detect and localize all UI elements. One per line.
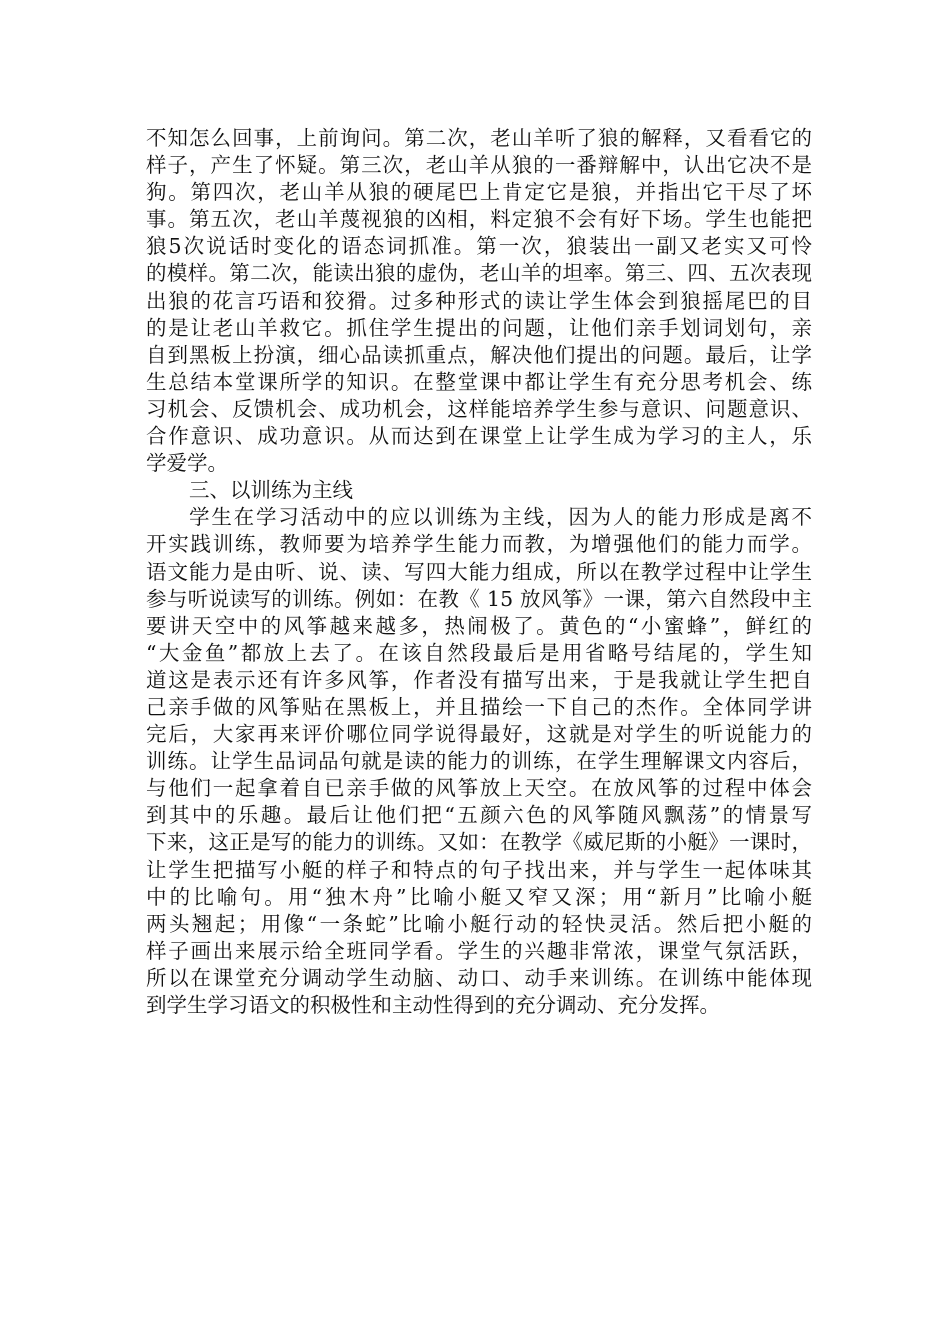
- text-line: 中的比喻句。用“独木舟”比喻小艇又窄又深；用“新月”比喻小艇: [146, 884, 812, 909]
- text-line: 学爱学。: [146, 451, 228, 476]
- text-line: 要讲天空中的风筝越来越多，热闹极了。黄色的“小蜜蜂”，鲜红的: [146, 613, 812, 638]
- text-line: 道这是表示还有许多风筝，作者没有描写出来，于是我就让学生把自: [146, 667, 812, 692]
- text-line: 习机会、反馈机会、成功机会，这样能培养学生参与意识、问题意识、: [146, 396, 812, 421]
- text-line: 到学生学习语文的积极性和主动性得到的充分调动、充分发挥。: [146, 993, 720, 1017]
- text-line: 的是让老山羊救它。抓住学生提出的问题，让他们亲手划词划句，亲: [146, 315, 812, 340]
- text-line: 学生在学习活动中的应以训练为主线，因为人的能力形成是离不: [189, 505, 812, 530]
- text-line: 语文能力是由听、说、读、写四大能力组成，所以在教学过程中让学生: [146, 559, 812, 584]
- text-line: 所以在课堂充分调动学生动脑、动口、动手来训练。在训练中能体现: [146, 965, 812, 990]
- text-line: 让学生把描写小艇的样子和特点的句子找出来，并与学生一起体味其: [146, 857, 812, 882]
- text-line: 完后，大家再来评价哪位同学说得最好，这就是对学生的听说能力的: [146, 722, 812, 747]
- text-line: 合作意识、成功意识。从而达到在课堂上让学生成为学习的主人，乐: [146, 424, 812, 449]
- text-line: 两头翘起；用像“一条蛇”比喻小艇行动的轻快灵活。然后把小艇的: [146, 911, 812, 936]
- text-line: 狗。第四次，老山羊从狼的硬尾巴上肯定它是狼，并指出它干尽了坏: [146, 180, 812, 205]
- text-line: 不知怎么回事，上前询问。第二次，老山羊听了狼的解释，又看看它的: [146, 126, 812, 150]
- text-line: 参与听说读写的训练。例如：在教《 15 放风筝》一课，第六自然段中主: [146, 586, 812, 611]
- text-line: 开实践训练，教师要为培养学生能力而教，为增强他们的能力而学。: [146, 532, 812, 557]
- text-line: 己亲手做的风筝贴在黑板上，并且描绘一下自己的杰作。全体同学讲: [146, 694, 812, 719]
- text-line: 样子画出来展示给全班同学看。学生的兴趣非常浓，课堂气氛活跃，: [146, 938, 812, 963]
- paragraph-2: [146, 504, 812, 1019]
- section-heading: 三、以训练为主线: [189, 478, 353, 503]
- document-body: [146, 125, 812, 1019]
- text-line: 与他们一起拿着自已亲手做的风筝放上天空。在放风筝的过程中体会: [146, 776, 812, 801]
- text-line: 生总结本堂课所学的知识。在整堂课中都让学生有充分思考机会、练: [146, 369, 812, 394]
- text-line: 到其中的乐趣。最后让他们把“五颜六色的风筝随风飘荡”的情景写: [146, 803, 812, 828]
- paragraph-1: [146, 125, 812, 477]
- text-line: 事。第五次，老山羊蔑视狼的凶相，料定狼不会有好下场。学生也能把: [146, 207, 812, 232]
- text-line: 下来，这正是写的能力的训练。又如：在教学《威尼斯的小艇》一课时，: [146, 830, 812, 855]
- text-line: 自到黑板上扮演，细心品读抓重点，解决他们提出的问题。最后，让学: [146, 342, 812, 367]
- text-line: 出狼的花言巧语和狡猾。过多种形式的读让学生体会到狼摇尾巴的目: [146, 288, 812, 313]
- text-line: 狼5次说话时变化的语态词抓准。第一次，狼装出一副又老实又可怜: [146, 234, 812, 259]
- text-line: 训练。让学生品词品句就是读的能力的训练，在学生理解课文内容后，: [146, 749, 812, 774]
- text-line: 样子，产生了怀疑。第三次，老山羊从狼的一番辩解中，认出它决不是: [146, 153, 812, 178]
- text-line: 的模样。第二次，能读出狼的虚伪，老山羊的坦率。第三、四、五次表现: [146, 261, 812, 286]
- text-line: “大金鱼”都放上去了。在该自然段最后是用省略号结尾的，学生知: [146, 640, 812, 665]
